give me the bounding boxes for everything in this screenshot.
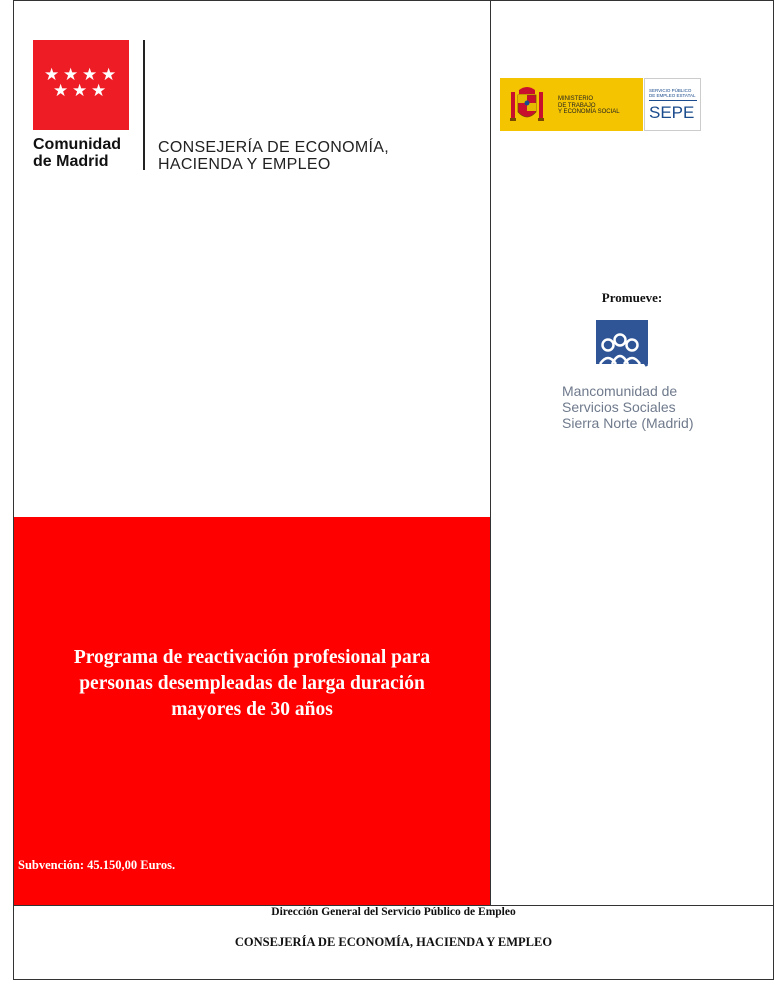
star-icon: ★: [63, 65, 79, 85]
mancomunidad-line: Servicios Sociales: [562, 399, 676, 415]
ministry-logo: [500, 78, 643, 131]
star-icon: ★: [44, 65, 60, 85]
program-title: [14, 645, 490, 723]
mancomunidad-line: Sierra Norte (Madrid): [562, 415, 694, 431]
sepe-logo: [644, 78, 701, 131]
ministry-name: [558, 96, 620, 116]
program-title-line: personas desempleadas de larga duración: [79, 673, 425, 694]
star-icon: ★: [72, 81, 88, 101]
logo-name-line: Comunidad: [33, 136, 121, 153]
logo-name-line: de Madrid: [33, 153, 109, 170]
madrid-flag-logo: [33, 40, 129, 130]
subsidy-amount: Subvención: 45.150,00 Euros.: [18, 858, 176, 872]
star-icon: ★: [53, 81, 69, 101]
star-icon: ★: [82, 65, 98, 85]
spain-coat-of-arms-icon: [510, 84, 544, 125]
sepe-fullname-line: SERVICIO PÚBLICO: [649, 88, 692, 93]
sepe-divider: [649, 100, 697, 101]
footer-directorate: Dirección General del Servicio Público de Empleo: [271, 906, 516, 918]
star-icon: ★: [101, 65, 117, 85]
sepe-acronym: SEPE: [649, 103, 695, 122]
mancomunidad-people-icon: [596, 320, 648, 368]
sepe-fullname: [649, 88, 696, 98]
ministry-line: DE TRABAJO: [558, 102, 596, 109]
mancomunidad-line: Mancomunidad de: [562, 383, 678, 399]
column-divider: [490, 0, 491, 905]
promoter-label: Promueve:: [601, 290, 663, 305]
program-title-line: Programa de reactivación profesional para: [73, 647, 431, 668]
department-line: CONSEJERÍA DE ECONOMÍA,: [158, 139, 389, 156]
star-icon: ★: [91, 81, 107, 101]
logo-divider: [143, 40, 145, 170]
ministry-line: MINISTERIO: [558, 96, 594, 102]
madrid-logo-name: [33, 136, 121, 170]
ministry-line: Y ECONOMÍA SOCIAL: [558, 109, 620, 115]
department-line: HACIENDA Y EMPLEO: [158, 156, 331, 173]
department-name: [158, 139, 389, 173]
program-title-line: mayores de 30 años: [171, 699, 333, 720]
sepe-fullname-line: DE EMPLEO ESTATAL: [649, 93, 696, 98]
mancomunidad-name: [562, 383, 693, 431]
footer-department: CONSEJERÍA DE ECONOMÍA, HACIENDA Y EMPLEO: [234, 935, 553, 949]
